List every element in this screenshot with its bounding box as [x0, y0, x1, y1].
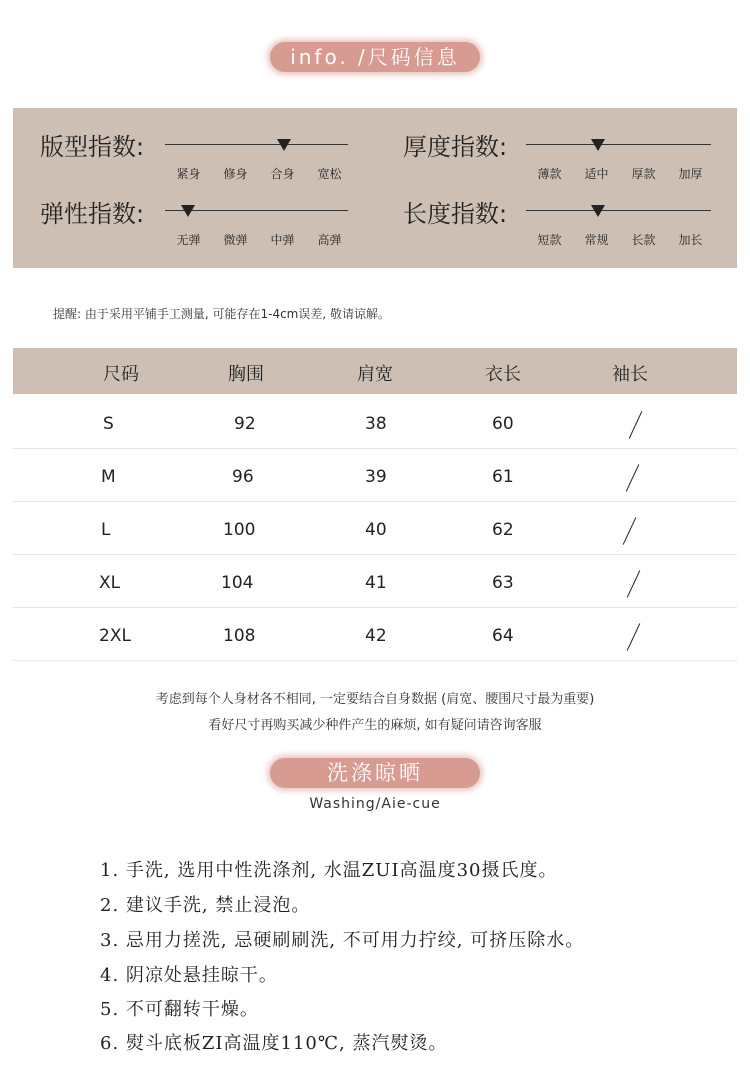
cell-sleeve-slash	[627, 570, 641, 598]
length-index-marker	[591, 205, 605, 217]
fit-label: 合身	[270, 167, 295, 181]
table-row	[13, 449, 737, 502]
thickness-label: 薄款	[537, 167, 562, 181]
elasticity-index-title: 弹性指数:	[40, 200, 145, 228]
measurement-reminder: 提醒: 由于采用平铺手工测量, 可能存在1-4cm误差, 敬请谅解。	[53, 307, 391, 321]
cell-sleeve-slash	[623, 517, 637, 545]
length-label: 短款	[537, 233, 562, 247]
elasticity-index-marker	[181, 205, 195, 217]
fit-label: 紧身	[176, 167, 201, 181]
washing-subtitle: Washing/Aie-cue	[309, 796, 441, 812]
wash-instruction: 1. 手洗, 选用中性洗涤剂, 水温ZUI高温度30摄氏度。	[100, 860, 558, 881]
thickness-index-labels	[526, 165, 714, 182]
size-note-line-2: 看好尺寸再购买减少种件产生的麻烦, 如有疑问请咨询客服	[208, 718, 542, 733]
elasticity-label: 中弹	[270, 233, 295, 247]
cell-bust: 92	[234, 414, 256, 434]
elasticity-label: 微弹	[223, 233, 248, 247]
thickness-label: 厚款	[631, 167, 656, 181]
cell-bust: 100	[223, 520, 256, 540]
thickness-index-scale	[526, 144, 711, 145]
cell-length: 63	[492, 573, 514, 593]
length-label: 常规	[584, 233, 609, 247]
washing-banner: 洗涤晾晒	[270, 758, 480, 788]
table-row	[13, 502, 737, 555]
wash-instruction: 4. 阴凉处悬挂晾干。	[100, 965, 278, 986]
header-shoulder: 肩宽	[357, 364, 393, 385]
cell-size: L	[101, 520, 111, 540]
thickness-index-marker	[591, 139, 605, 151]
thickness-label: 适中	[584, 167, 609, 181]
cell-sleeve-slash	[629, 411, 643, 439]
elasticity-label: 无弹	[176, 233, 201, 247]
cell-shoulder: 39	[365, 467, 387, 487]
cell-shoulder: 38	[365, 414, 387, 434]
cell-bust: 104	[221, 573, 254, 593]
length-label: 长款	[631, 233, 656, 247]
cell-sleeve-slash	[627, 623, 641, 651]
wash-instruction: 2. 建议手洗, 禁止浸泡。	[100, 895, 311, 916]
fit-label: 修身	[223, 167, 248, 181]
length-index-labels	[526, 231, 714, 248]
fit-index-panel	[13, 108, 737, 268]
wash-instruction: 5. 不可翻转干燥。	[100, 999, 259, 1020]
table-row	[13, 608, 737, 661]
cell-bust: 96	[232, 467, 254, 487]
cell-length: 60	[492, 414, 514, 434]
length-index-scale	[526, 210, 711, 211]
size-note-line-1: 考虑到每个人身材各不相同, 一定要结合自身数据 (肩宽、腰围尺寸最为重要)	[155, 692, 595, 707]
table-row	[13, 555, 737, 608]
thickness-index-title: 厚度指数:	[403, 133, 508, 161]
thickness-label: 加厚	[678, 167, 703, 181]
cell-length: 61	[492, 467, 514, 487]
header-length: 衣长	[485, 364, 521, 385]
elasticity-label: 高弹	[317, 233, 342, 247]
cell-shoulder: 42	[365, 626, 387, 646]
cell-sleeve-slash	[626, 464, 640, 492]
fit-index-marker	[277, 139, 291, 151]
cell-shoulder: 41	[365, 573, 387, 593]
size-table-header	[13, 348, 737, 394]
cell-length: 64	[492, 626, 514, 646]
header-size: 尺码	[103, 364, 139, 385]
cell-length: 62	[492, 520, 514, 540]
fit-label: 宽松	[317, 167, 342, 181]
fit-index-labels	[165, 165, 353, 182]
wash-instruction: 6. 熨斗底板ZI高温度110℃, 蒸汽熨烫。	[100, 1033, 448, 1054]
fit-index-scale	[165, 144, 348, 145]
cell-size: 2XL	[99, 626, 131, 646]
wash-instruction: 3. 忌用力搓洗, 忌硬刷刷洗, 不可用力拧绞, 可挤压除水。	[100, 930, 585, 951]
cell-size: XL	[99, 573, 121, 593]
length-index-title: 长度指数:	[403, 200, 508, 228]
size-info-banner: info. /尺码信息	[270, 42, 480, 72]
cell-size: S	[103, 414, 114, 434]
elasticity-index-labels	[165, 231, 353, 248]
cell-shoulder: 40	[365, 520, 387, 540]
cell-bust: 108	[223, 626, 256, 646]
cell-size: M	[101, 467, 116, 487]
header-sleeve: 袖长	[612, 364, 648, 385]
fit-index-title: 版型指数:	[40, 133, 145, 161]
header-bust: 胸围	[228, 364, 264, 385]
length-label: 加长	[678, 233, 703, 247]
table-row	[13, 396, 737, 449]
